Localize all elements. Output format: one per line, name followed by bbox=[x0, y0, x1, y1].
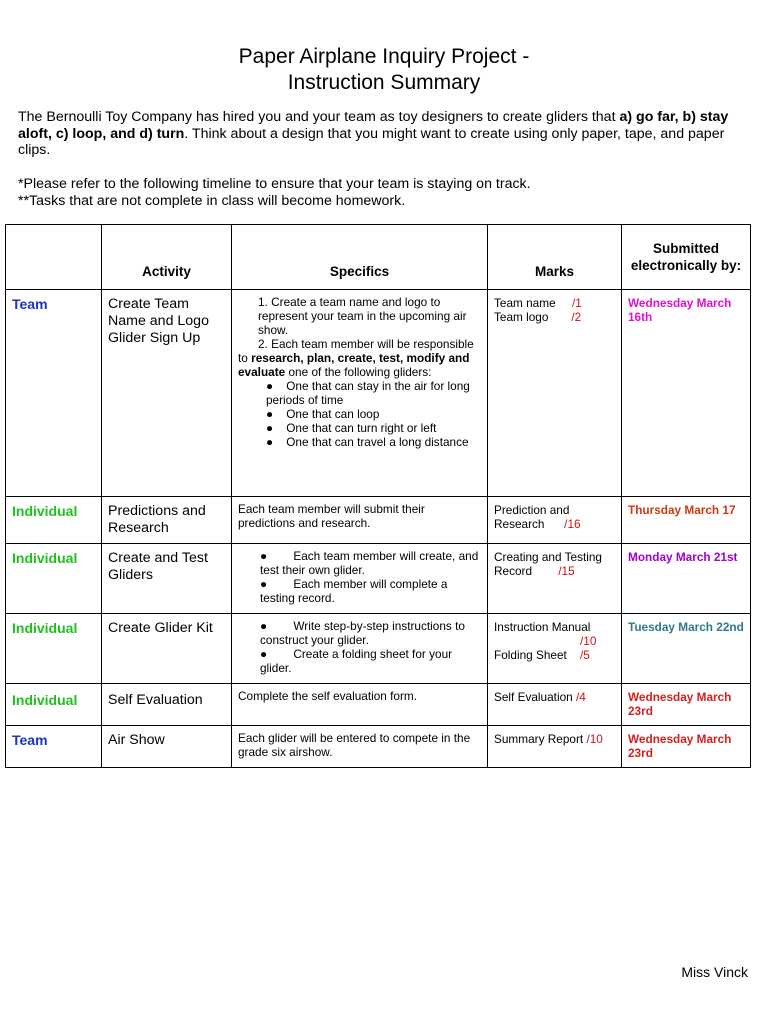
row-activity: Create Glider Kit bbox=[102, 614, 232, 684]
intro-goals: a) go far, b) stay aloft, c) loop, and d) turn bbox=[18, 109, 729, 142]
row-who: Team bbox=[6, 726, 102, 768]
title-line-1: Paper Airplane Inquiry Project - bbox=[238, 45, 530, 68]
header-activity: Activity bbox=[102, 225, 232, 290]
table-row bbox=[6, 726, 751, 768]
row-activity: Self Evaluation bbox=[102, 684, 232, 726]
spec-bullet: ● One that can turn right or left bbox=[266, 421, 437, 435]
table-row bbox=[6, 290, 751, 497]
spec-bullet: ● One that can stay in the air for long periods of time bbox=[266, 379, 470, 407]
spec-bullet: ● One that can loop bbox=[266, 407, 380, 421]
row-specifics: Each glider will be entered to compete in the grade six airshow. bbox=[232, 726, 488, 768]
spec-bullet: ● Each team member will create, and test their own glider. bbox=[260, 549, 479, 577]
row-marks: Creating and Testing Record /15 bbox=[488, 544, 622, 614]
timeline-notes bbox=[18, 176, 758, 210]
title-line-2: Instruction Summary bbox=[287, 71, 481, 94]
table-row bbox=[6, 497, 751, 544]
row-who: Individual bbox=[6, 497, 102, 544]
mark-item: Team name /1 bbox=[494, 296, 582, 310]
intro-paragraph bbox=[18, 109, 758, 159]
table-row bbox=[6, 544, 751, 614]
row-marks: Summary Report /10 bbox=[488, 726, 622, 768]
row-activity: Create and Test Gliders bbox=[102, 544, 232, 614]
row-submitted: Thursday March 17 bbox=[622, 497, 751, 544]
row-submitted: Tuesday March 22nd bbox=[622, 614, 751, 684]
row-marks bbox=[488, 614, 622, 684]
spec-item-1: 1. Create a team name and logo to represent your team in the upcoming air show. bbox=[258, 295, 467, 337]
table-header-row bbox=[6, 225, 751, 290]
intro-text-end: . Think about a design that you might want to create using only paper, tape, and paper clips. bbox=[18, 125, 725, 158]
mark-item: Folding Sheet /5 bbox=[494, 648, 590, 662]
row-activity: Predictions and Research bbox=[102, 497, 232, 544]
header-marks: Marks bbox=[488, 225, 622, 290]
row-specifics: Complete the self evaluation form. bbox=[232, 684, 488, 726]
row-submitted: Wednesday March 23rd bbox=[622, 684, 751, 726]
table-row bbox=[6, 614, 751, 684]
mark-item: Instruction Manual /10 bbox=[494, 620, 597, 648]
header-submitted: Submitted electronically by: bbox=[622, 225, 751, 290]
row-marks bbox=[488, 290, 622, 497]
row-marks: Self Evaluation /4 bbox=[488, 684, 622, 726]
row-specifics bbox=[232, 614, 488, 684]
spec-bullet: ● One that can travel a long distance bbox=[266, 435, 469, 449]
header-specifics: Specifics bbox=[232, 225, 488, 290]
header-who bbox=[6, 225, 102, 290]
row-specifics: Each team member will submit their predictions and research. bbox=[232, 497, 488, 544]
row-submitted: Wednesday March 16th bbox=[622, 290, 751, 497]
row-specifics bbox=[232, 544, 488, 614]
page-title bbox=[0, 44, 768, 96]
spec-item-2: 2. Each team member will be responsible to research, plan, create, test, modify and evaluate one of the following gliders: bbox=[238, 337, 474, 379]
row-activity: Create Team Name and Logo Glider Sign Up bbox=[102, 290, 232, 497]
table-row bbox=[6, 684, 751, 726]
note-timeline: *Please refer to the following timeline to ensure that your team is staying on track. bbox=[18, 176, 531, 192]
row-who: Individual bbox=[6, 684, 102, 726]
signature: Miss Vinck bbox=[681, 964, 748, 980]
row-marks: Prediction and Research /16 bbox=[488, 497, 622, 544]
spec-bullet: ● Create a folding sheet for your glider. bbox=[260, 647, 453, 675]
row-who: Individual bbox=[6, 614, 102, 684]
row-activity: Air Show bbox=[102, 726, 232, 768]
spec-bullet: ● Write step-by-step instructions to construct your glider. bbox=[260, 619, 465, 647]
row-who: Team bbox=[6, 290, 102, 497]
row-specifics bbox=[232, 290, 488, 497]
schedule-table bbox=[5, 224, 751, 768]
mark-item: Team logo /2 bbox=[494, 310, 582, 324]
note-homework: **Tasks that are not complete in class will become homework. bbox=[18, 193, 406, 209]
row-who: Individual bbox=[6, 544, 102, 614]
intro-text: The Bernoulli Toy Company has hired you and your team as toy designers to create gliders that bbox=[18, 109, 620, 125]
row-submitted: Monday March 21st bbox=[622, 544, 751, 614]
spec-bullet: ● Each member will complete a testing record. bbox=[260, 577, 448, 605]
row-submitted: Wednesday March 23rd bbox=[622, 726, 751, 768]
